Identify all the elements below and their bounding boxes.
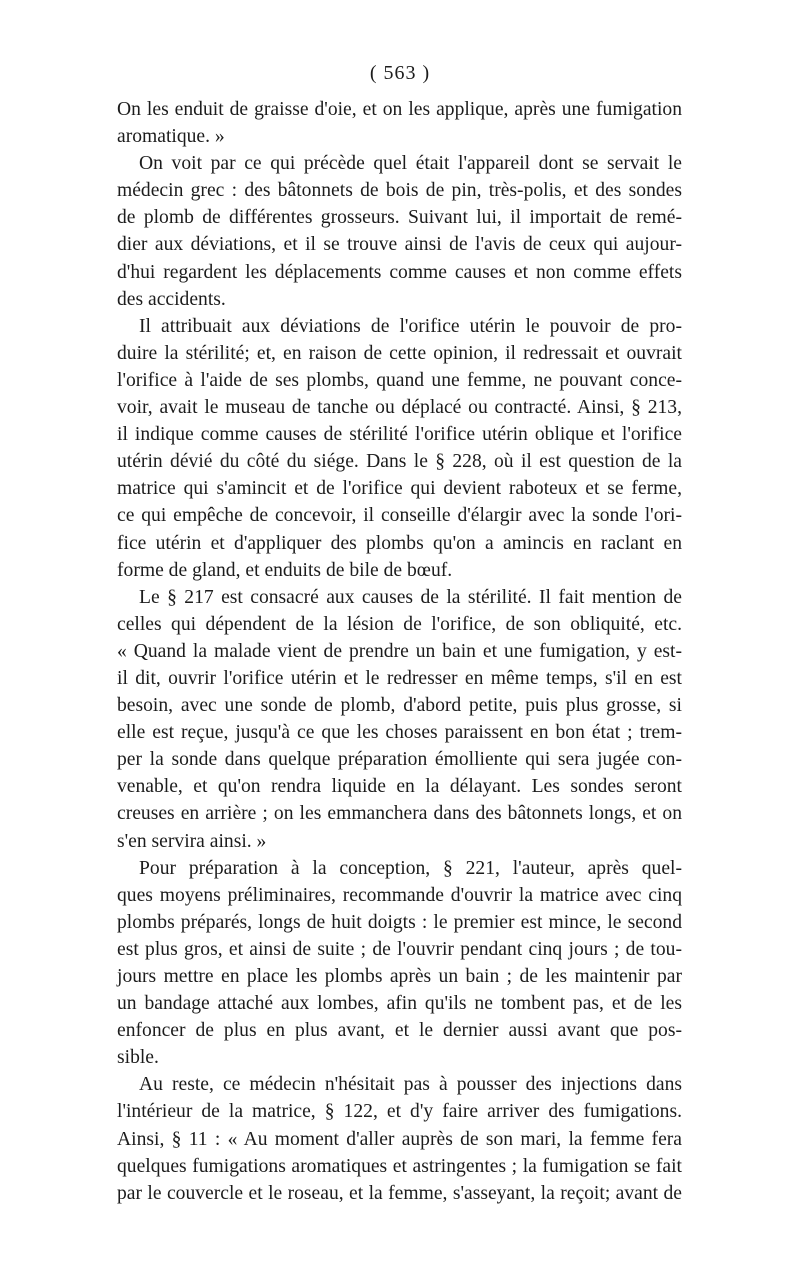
text-line: matrice qui s'amincit et de l'orifice qui devient raboteux et se ferme, bbox=[117, 478, 682, 500]
text-line: voir, avait le museau de tanche ou déplacé ou contracté. Ainsi, § 213, bbox=[117, 397, 682, 419]
text-line: plombs préparés, longs de huit doigts : le premier est mince, le second bbox=[117, 911, 682, 933]
text-line: dier aux déviations, et il se trouve ainsi de l'avis de ceux qui aujour- bbox=[117, 234, 682, 256]
text-line: venable, et qu'on rendra liquide en la délayant. Les sondes seront bbox=[117, 776, 682, 798]
text-line: il dit, ouvrir l'orifice utérin et le redresser en même temps, s'il en est bbox=[117, 667, 682, 689]
text-line: duire la stérilité; et, en raison de cette opinion, il redressait et ouvrait bbox=[117, 342, 682, 364]
text-line: quelques fumigations aromatiques et astringentes ; la fumigation se fait bbox=[117, 1155, 682, 1177]
body-text bbox=[117, 96, 682, 1207]
text-line: besoin, avec une sonde de plomb, d'abord petite, puis plus grosse, si bbox=[117, 695, 682, 717]
text-line: forme de gland, et enduits de bile de bœuf. bbox=[117, 559, 453, 581]
text-line: Au reste, ce médecin n'hésitait pas à pousser des injections dans bbox=[139, 1074, 682, 1096]
text-line: sible. bbox=[117, 1047, 159, 1069]
text-line: est plus gros, et ainsi de suite ; de l'ouvrir pendant cinq jours ; de tou- bbox=[117, 938, 682, 960]
text-line: celles qui dépendent de la lésion de l'orifice, de son obliquité, etc. bbox=[117, 613, 682, 635]
text-line: il indique comme causes de stérilité l'orifice utérin oblique et l'orifice bbox=[117, 424, 682, 446]
text-line: creuses en arrière ; on les emmanchera dans des bâtonnets longs, et on bbox=[117, 803, 682, 825]
text-line: des accidents. bbox=[117, 288, 226, 310]
text-line: l'orifice à l'aide de ses plombs, quand une femme, ne pouvant conce- bbox=[117, 369, 682, 391]
text-line: utérin dévié du côté du siége. Dans le § 228, où il est question de la bbox=[117, 451, 682, 473]
text-line: Ainsi, § 11 : « Au moment d'aller auprès de son mari, la femme fera bbox=[117, 1128, 682, 1150]
page-number-header: ( 563 ) bbox=[369, 62, 431, 84]
text-line: fice utérin et d'appliquer des plombs qu'on a amincis en raclant en bbox=[117, 532, 682, 554]
text-line: de plomb de différentes grosseurs. Suivant lui, il importait de remé- bbox=[117, 207, 682, 229]
text-line: On voit par ce qui précède quel était l'appareil dont se servait le bbox=[139, 153, 682, 175]
text-line: enfoncer de plus en plus avant, et le dernier aussi avant que pos- bbox=[117, 1020, 682, 1042]
text-line: Le § 217 est consacré aux causes de la stérilité. Il fait mention de bbox=[139, 586, 682, 608]
text-line: On les enduit de graisse d'oie, et on les applique, après une fumigation bbox=[117, 99, 682, 120]
text-line: ques moyens préliminaires, recommande d'ouvrir la matrice avec cinq bbox=[117, 884, 682, 906]
text-line: un bandage attaché aux lombes, afin qu'ils ne tombent pas, et de les bbox=[117, 993, 682, 1015]
text-line: d'hui regardent les déplacements comme causes et non comme effets bbox=[117, 261, 682, 283]
text-line: par le couvercle et le roseau, et la femme, s'asseyant, la reçoit; avant de bbox=[117, 1182, 682, 1204]
text-line: Pour préparation à la conception, § 221, l'auteur, après quel- bbox=[139, 857, 682, 879]
text-line: s'en servira ainsi. » bbox=[117, 830, 267, 852]
text-line: jours mettre en place les plombs après un bain ; de les maintenir par bbox=[117, 966, 682, 987]
text-line: médecin grec : des bâtonnets de bois de pin, très-polis, et des sondes bbox=[117, 180, 682, 202]
text-line: Il attribuait aux déviations de l'orifice utérin le pouvoir de pro- bbox=[139, 315, 682, 337]
text-line: aromatique. » bbox=[117, 126, 225, 148]
text-line: « Quand la malade vient de prendre un bain et une fumigation, y est- bbox=[117, 640, 682, 662]
text-line: l'intérieur de la matrice, § 122, et d'y faire arriver des fumigations. bbox=[117, 1101, 682, 1123]
text-line: ce qui empêche de concevoir, il conseille d'élargir avec la sonde l'ori- bbox=[117, 505, 682, 527]
text-line: elle est reçue, jusqu'à ce que les choses paraissent en bon état ; trem- bbox=[117, 722, 682, 744]
text-line: per la sonde dans quelque préparation émolliente qui sera jugée con- bbox=[117, 749, 682, 771]
